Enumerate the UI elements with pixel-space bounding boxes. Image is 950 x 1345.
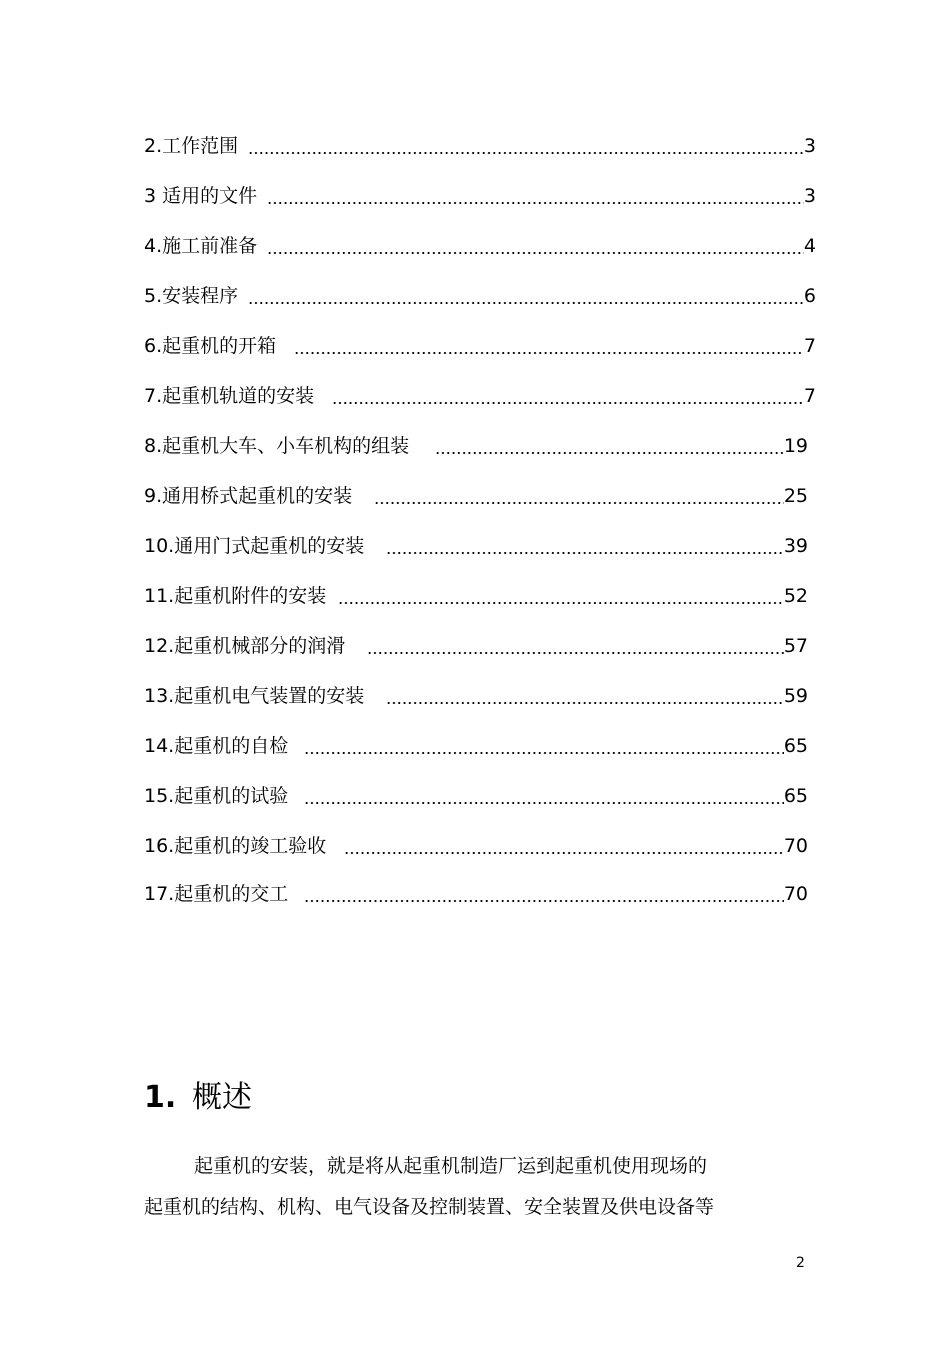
- toc-leader-dots: [267, 234, 804, 258]
- toc-leader-dots: [374, 484, 784, 508]
- toc-entry[interactable]: [144, 278, 816, 308]
- toc-entry[interactable]: [144, 478, 808, 508]
- toc-entry-title: 2.工作范围: [144, 135, 239, 157]
- toc-entry[interactable]: [144, 528, 808, 558]
- toc-leader-dots: [332, 384, 804, 408]
- toc-entry-title: 14.起重机的自检: [144, 735, 289, 757]
- toc-entry-title: 8.起重机大车、小车机构的组装: [144, 435, 410, 457]
- toc-entry-page: 70: [783, 835, 808, 857]
- toc-entry[interactable]: [144, 628, 808, 658]
- section-number: 1.: [144, 1080, 177, 1115]
- section-heading: [144, 1078, 252, 1118]
- toc-entry[interactable]: [144, 778, 808, 808]
- toc-entry-page: 65: [783, 735, 808, 757]
- toc-entry-title: 7.起重机轨道的安装: [144, 385, 315, 407]
- toc-leader-dots: [304, 882, 784, 906]
- toc-entry-page: 70: [783, 883, 808, 905]
- toc-entry-title: 4.施工前准备: [144, 235, 258, 257]
- toc-entry-title: 11.起重机附件的安装: [144, 585, 327, 607]
- toc-leader-dots: [248, 134, 804, 158]
- toc-entry[interactable]: [144, 128, 816, 158]
- toc-leader-dots: [267, 184, 804, 208]
- toc-entry[interactable]: [144, 328, 816, 358]
- toc-leader-dots: [386, 684, 784, 708]
- toc-entry-title: 6.起重机的开箱: [144, 335, 277, 357]
- toc-entry-page: 7: [803, 335, 816, 357]
- toc-leader-dots: [294, 334, 804, 358]
- toc-entry[interactable]: [144, 876, 808, 906]
- toc-entry-title: 12.起重机械部分的润滑: [144, 635, 346, 657]
- toc-entry[interactable]: [144, 428, 808, 458]
- toc-entry[interactable]: [144, 678, 808, 708]
- toc-entry-page: 52: [783, 585, 808, 607]
- toc-entry-page: 65: [783, 785, 808, 807]
- page-number: 2: [796, 1255, 805, 1271]
- paragraph-line-1: 起重机的安装，就是将从起重机制造厂运到起重机使用现场的: [194, 1155, 708, 1177]
- toc-entry-page: 57: [783, 635, 808, 657]
- toc-entry-title: 5.安装程序: [144, 285, 239, 307]
- toc-entry[interactable]: [144, 378, 816, 408]
- toc-leader-dots: [304, 784, 784, 808]
- toc-entry-page: 3: [803, 185, 816, 207]
- toc-entry-page: 3: [803, 135, 816, 157]
- toc-leader-dots: [386, 534, 784, 558]
- toc-entry-title: 10.通用门式起重机的安装: [144, 535, 365, 557]
- toc-entry-page: 39: [783, 535, 808, 557]
- toc-entry-title: 9.通用桥式起重机的安装: [144, 485, 353, 507]
- toc-entry[interactable]: [144, 578, 808, 608]
- toc-entry-page: 6: [803, 285, 816, 307]
- toc-leader-dots: [304, 734, 784, 758]
- toc-entry-page: 19: [783, 435, 808, 457]
- toc-entry-page: 7: [803, 385, 816, 407]
- toc-entry[interactable]: [144, 228, 816, 258]
- section-title: 概述: [192, 1080, 252, 1115]
- toc-entry-title: 17.起重机的交工: [144, 883, 289, 905]
- toc-entry-title: 13.起重机电气装置的安装: [144, 685, 365, 707]
- toc-leader-dots: [248, 284, 804, 308]
- toc-leader-dots: [435, 434, 784, 458]
- toc-leader-dots: [344, 834, 784, 858]
- toc-entry-page: 4: [803, 235, 816, 257]
- toc-entry[interactable]: [144, 728, 808, 758]
- toc-entry-page: 59: [783, 685, 808, 707]
- toc-entry-title: 16.起重机的竣工验收: [144, 835, 327, 857]
- toc-entry-page: 25: [783, 485, 808, 507]
- paragraph-line-2: 起重机的结构、机构、电气设备及控制装置、安全装置及供电设备等: [144, 1196, 715, 1218]
- toc-entry[interactable]: [144, 828, 808, 858]
- toc-leader-dots: [367, 634, 784, 658]
- toc-entry-title: 15.起重机的试验: [144, 785, 289, 807]
- toc-leader-dots: [338, 584, 784, 608]
- toc-entry-title: 3 适用的文件: [144, 185, 258, 207]
- toc-entry[interactable]: [144, 178, 816, 208]
